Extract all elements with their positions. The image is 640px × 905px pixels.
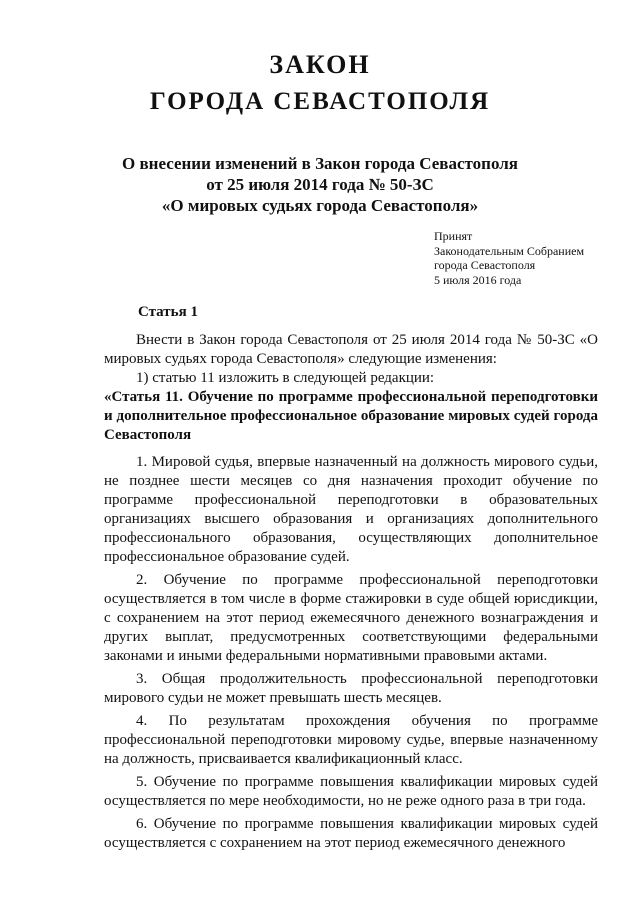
adoption-note (434, 229, 584, 287)
article-intro: Внести в Закон города Севастополя от 25 июля 2014 года № 50-ЗС «О мировых судьях города Севастополя» следующие изменения: (104, 332, 598, 367)
adoption-date: 5 июля 2016 года (434, 272, 522, 287)
article-paragraph: 6. Обучение по программе повышения квалификации мировых судей осуществляется с сохранением на этот период ежемесячного денежного (104, 816, 598, 851)
article-paragraph: 3. Общая продолжительность профессиональной переподготовки мирового судьи не может превышать шесть месяцев. (104, 671, 598, 706)
adoption-line: города Севастополя (434, 258, 536, 272)
subtitle-line: О внесении изменений в Закон города Севастополя (122, 154, 518, 173)
new-article-title: «Статья 11. Обучение по программе профессиональной переподготовки и дополнительное профессиональное образование мировых судей города Севастополя (104, 389, 598, 443)
article-heading: Статья 1 (138, 304, 198, 320)
article-paragraph: 4. По результатам прохождения обучения по программе профессиональной переподготовки мировому судье, впервые назначенному на должность, присваивается квалификационный класс. (104, 713, 598, 767)
article-paragraph: 1. Мировой судья, впервые назначенный на должность мирового судьи, не позднее шести месяцев со дня назначения проходит обучение по программе профессиональной переподготовки в образовательных организациях высшего образования и организациях дополнительного профессионального образования, осуществляющих дополнительное профессиональное образование судей. (104, 454, 598, 565)
law-city-title: ГОРОДА СЕВАСТОПОЛЯ (149, 88, 491, 115)
article-paragraph: 2. Обучение по программе профессиональной переподготовки осуществляется в том числе в форме стажировки в суде общей юрисдикции, с сохранением на этот период ежемесячного денежного вознаграждения и других выплат, предусмотренных соответствующими федеральными законами и иными федеральными нормативными правовыми актами. (104, 572, 598, 664)
adoption-line: Принят (434, 229, 473, 243)
law-title: ЗАКОН (269, 50, 371, 79)
amendment-item: 1) статью 11 изложить в следующей редакции: (136, 370, 435, 386)
subtitle-line: «О мировых судьях города Севастополя» (161, 196, 479, 215)
subtitle-line: от 25 июля 2014 года № 50-ЗС (206, 175, 434, 194)
adoption-line: Законодательным Собранием (434, 243, 585, 258)
article-body (104, 331, 598, 853)
article-paragraph: 5. Обучение по программе повышения квалификации мировых судей осуществляется по мере необходимости, но не реже одного раза в три года. (104, 774, 598, 809)
law-subtitle (0, 153, 640, 216)
